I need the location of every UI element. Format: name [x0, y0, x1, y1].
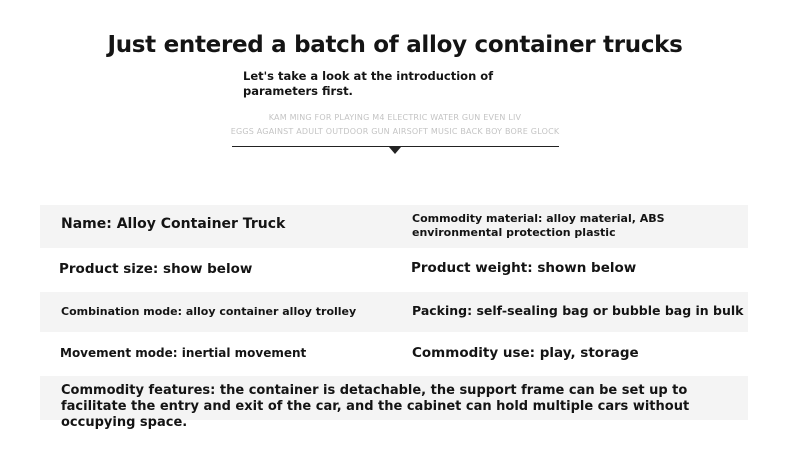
param-movement: Movement mode: inertial movement: [60, 346, 307, 360]
param-packing: Packing: self-sealing bag or bubble bag in bulk: [412, 303, 744, 318]
param-combination: Combination mode: alloy container alloy trolley: [61, 305, 357, 318]
param-material: Commodity material: alloy material, ABS environmental protection plastic: [412, 212, 665, 239]
param-row-4: [40, 336, 748, 372]
param-features: Commodity features: the container is detachable, the support frame can be set up to facilitate the entry and exit of the car, and the cabinet can hold multiple cars without occupying space.: [61, 383, 690, 430]
param-weight: Product weight: shown below: [411, 260, 637, 276]
param-row-1: [40, 205, 748, 248]
param-name: Name: Alloy Container Truck: [61, 216, 286, 232]
param-use: Commodity use: play, storage: [412, 345, 639, 361]
param-row-5: [40, 376, 748, 430]
down-arrow-icon: [389, 147, 401, 154]
param-size: Product size: show below: [59, 261, 253, 277]
subtitle: Let's take a look at the introduction of parameters first.: [243, 69, 494, 98]
param-row-2: [40, 252, 748, 288]
faint-text-line-2: EGGS AGAINST ADULT OUTDOOR GUN AIRSOFT MUSIC BACK BOY BORE GLOCK: [230, 127, 560, 136]
param-row-3: [40, 292, 748, 332]
faint-text-line-1: KAM MING FOR PLAYING M4 ELECTRIC WATER GUN EVEN LIV: [268, 113, 522, 122]
page-title: Just entered a batch of alloy container trucks: [107, 32, 683, 58]
